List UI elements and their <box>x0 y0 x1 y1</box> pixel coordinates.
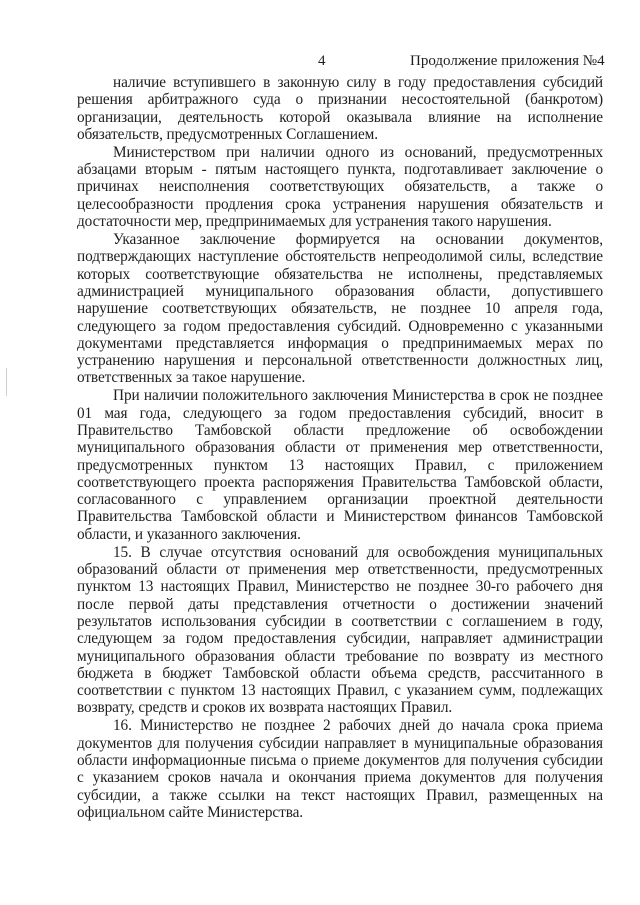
paragraph-positive-conclusion: При наличии положительного заключения Министерства в срок не позднее 01 мая года, следующего за годом предоставления субсидий, вносит в Правительство Тамбовской области предложение об освобождении муниципального образования области от применения мер ответственности, предусмотренных пунктом 13 настоящих Правил, с приложением соответствующего проекта распоряжения Правительства Тамбовской области, согласованного с управлением организации проектной деятельности Правительства Тамбовской области и Министерством финансов Тамбовской области, и указанного заключения. <box>77 387 603 543</box>
paragraph-item-15: 15. В случае отсутствия оснований для освобождения муниципальных образований области от применения мер ответственности, предусмотренных пунктом 13 настоящих Правил, Министерство не позднее 30-го рабочего дня после первой даты представления отчетности о достижении значений результатов использования субсидии в соответствии с соглашением в году, следующем за годом предоставления субсидии, направляет администрации муниципального образования области требование по возврату из местного бюджета в бюджет Тамбовской области объема средств, рассчитанного в соответствии с пунктом 13 настоящих Правил, с указанием сумм, подлежащих возврату, средств и сроков их возврата настоящих Правил. <box>77 543 603 717</box>
paragraph-continuation: наличие вступившего в законную силу в году предоставления субсидий решения арбитражного суда о признании несостоятельной (банкротом) организации, деятельность которой оказывала влияние на исполнение обязательств, предусмотренных Соглашением. <box>77 74 603 143</box>
paragraph-conclusion-basis: Указанное заключение формируется на основании документов, подтверждающих наступление обстоятельств непреодолимой силы, вследствие которых соответствующие обязательства не исполнены, представляемых администрацией муниципального образования области, допустившего нарушение соответствующих обязательств, не позднее 10 апреля года, следующего за годом предоставления субсидий. Одновременно с указанными документами представляется информация о предпринимаемых мерах по устранению нарушения и персональной ответственности должностных лиц, ответственных за такое нарушение. <box>77 231 603 387</box>
paragraph-item-16: 16. Министерство не позднее 2 рабочих дней до начала срока приема документов для получения субсидии направляет в муниципальные образования области информационные письма о приеме документов для получения субсидии с указанием сроков начала и окончания приема документов для получения субсидии, а также ссылки на текст настоящих Правил, размещенных на официальном сайте Министерства. <box>77 717 603 821</box>
scan-edge-mark <box>6 368 7 396</box>
appendix-continuation-note: Продолжение приложения №4 <box>410 53 605 69</box>
document-body <box>77 74 603 821</box>
paragraph-ministry-conclusion: Министерством при наличии одного из оснований, предусмотренных абзацами вторым - пятым настоящего пункта, подготавливает заключение о причинах неисполнения соответствующих обязательств, а также о целесообразности продления срока устранения нарушения обязательств и достаточности мер, предпринимаемых для устранения такого нарушения. <box>77 143 603 231</box>
page-number: 4 <box>318 53 326 69</box>
